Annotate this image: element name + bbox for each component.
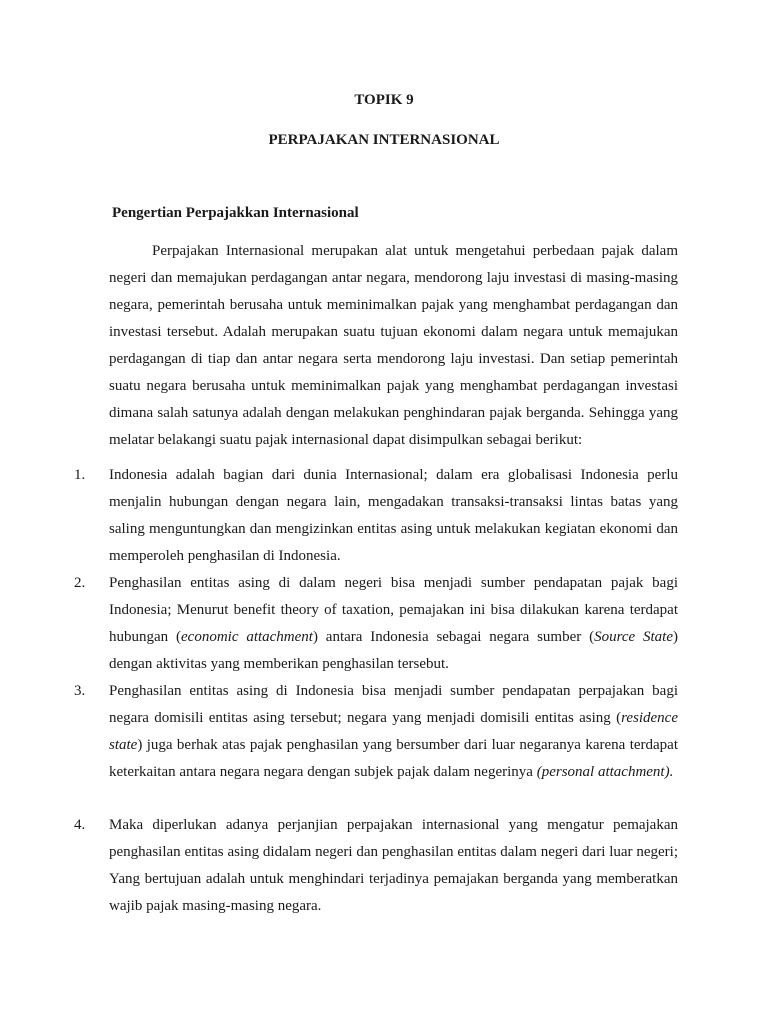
list-emphasis: (personal attachment). <box>536 764 674 780</box>
intro-paragraph: Perpajakan Internasional merupakan alat untuk mengetahui perbedaan pajak dalam negeri dan memajukan perdagangan antar negara, mendorong laju investasi di masing-masing negara, pemerintah berusaha untuk meminimalkan pajak yang menghambat perdagangan dan investasi tersebut. Adalah merupakan suatu tujuan ekonomi dalam negara untuk memajukan perdagangan di tiap dan antar negara serta mendorong laju investasi. Dan setiap pemerintah suatu negara berusaha untuk meminimalkan pajak yang menghambat perdagangan investasi dimana salah satunya adalah dengan melakukan penghindaran pajak berganda. Sehingga yang melatar belakangi suatu pajak internasional dapat disimpulkan sebagai berikut: <box>109 243 678 448</box>
list-text: Indonesia adalah bagian dari dunia Internasional; dalam era globalisasi Indonesia perlu menjalin hubungan dengan negara lain, mengadakan transaksi-transaksi lintas batas yang saling menguntungkan dan mengizinkan entitas asing untuk melakukan kegiatan ekonomi dan memperoleh penghasilan di Indonesia. <box>109 467 678 564</box>
numbered-list-item-1 <box>74 462 678 570</box>
numbered-list-item-2 <box>74 570 678 678</box>
list-text: ) juga berhak atas pajak penghasilan yang bersumber dari luar negaranya karena terdapat keterkaitan antara negara negara dengan subjek pajak dalam negerinya <box>109 737 678 780</box>
list-number: 4. <box>74 817 86 833</box>
numbered-list-item-3 <box>74 678 678 786</box>
list-text: ) antara Indonesia sebagai negara sumber ( <box>312 629 595 645</box>
list-number: 1. <box>74 467 86 483</box>
list-text: Penghasilan entitas asing di dalam negeri bisa menjadi sumber pendapatan pajak bagi Indonesia; Menurut benefit theory of taxation, pemajakan ini bisa dilakukan karena terdapat hubungan ( <box>109 575 678 645</box>
section-heading: Pengertian Perpajakkan Internasional <box>112 205 359 221</box>
list-item <box>74 812 678 920</box>
list-item <box>74 462 678 570</box>
list-item <box>74 678 678 786</box>
list-emphasis: economic attachment <box>181 629 313 645</box>
topic-heading: TOPIK 9 <box>354 92 414 108</box>
list-emphasis: residence state <box>109 710 678 753</box>
list-item <box>74 570 678 678</box>
page-title: PERPAJAKAN INTERNASIONAL <box>268 132 500 148</box>
list-number: 2. <box>74 575 86 591</box>
list-number: 3. <box>74 683 86 699</box>
list-emphasis: Source State <box>594 629 674 645</box>
list-text: Maka diperlukan adanya perjanjian perpajakan internasional yang mengatur pemajakan penghasilan entitas asing didalam negeri dan penghasilan entitas dalam negeri dari luar negeri; Yang bertujuan adalah untuk menghindari terjadinya pemajakan berganda yang memberatkan wajib pajak masing-masing negara. <box>109 817 678 914</box>
list-text: Penghasilan entitas asing di Indonesia bisa menjadi sumber pendapatan perpajakan bagi negara domisili entitas asing tersebut; negara yang menjadi domisili entitas asing ( <box>109 683 678 726</box>
list-text: ) dengan aktivitas yang memberikan penghasilan tersebut. <box>109 629 679 672</box>
numbered-list-item-4 <box>74 812 678 920</box>
